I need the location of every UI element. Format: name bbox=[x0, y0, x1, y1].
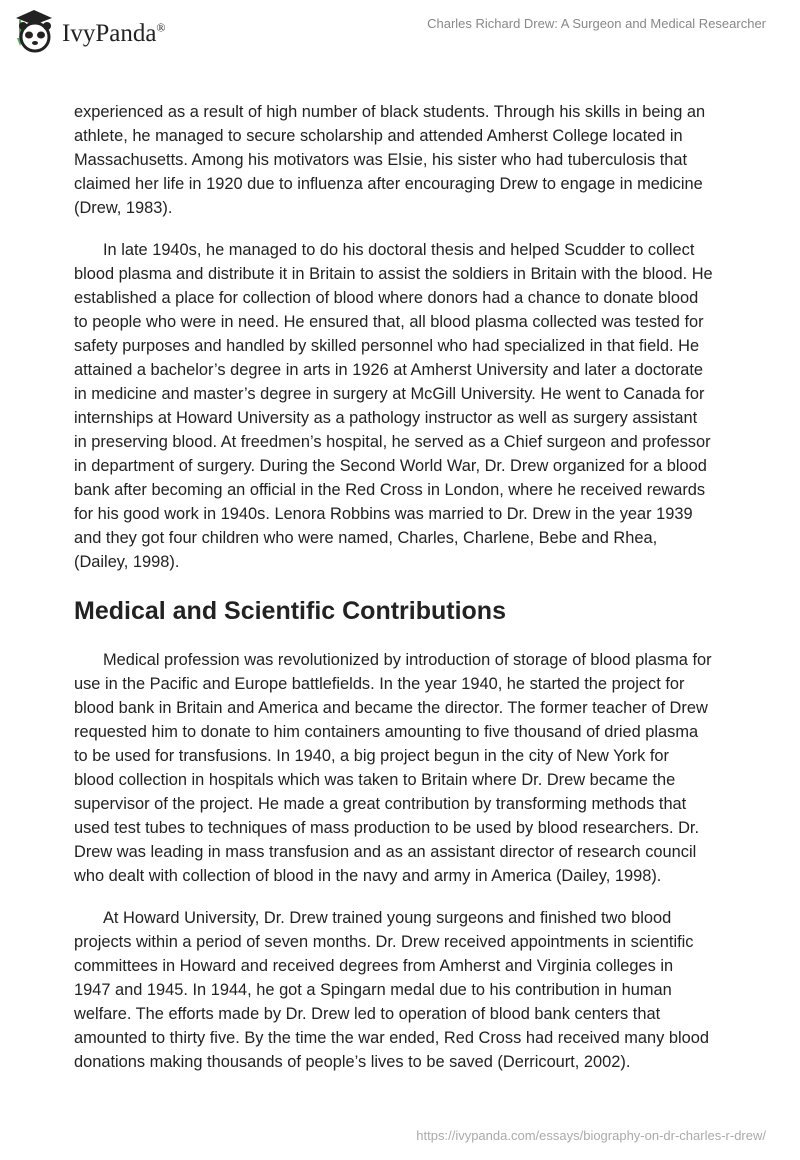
text-line: projects within a period of seven months. Dr. Drew received appointments in scientific bbox=[74, 933, 694, 951]
text-line: and they got four children who were named, Charles, Charlene, Bebe and Rhea, bbox=[74, 529, 658, 547]
text-line: blood bank in Britain and America and became the director. The former teacher of Drew bbox=[74, 699, 708, 717]
text-line: In late 1940s, he managed to do his doctoral thesis and helped Scudder to collect bbox=[103, 241, 695, 259]
text-line: in medicine and master’s degree in surgery at McGill University. He went to Canada for bbox=[74, 385, 705, 403]
text-line: safety purposes and handled by skilled personnel who had specialized in that field. He bbox=[74, 337, 700, 355]
text-line: in department of surgery. During the Second World War, Dr. Drew organized for a blood bbox=[74, 457, 707, 475]
brand-name: IvyPanda bbox=[62, 20, 157, 47]
text-line: (Drew, 1983). bbox=[74, 199, 173, 217]
text-line: amounted to thirty five. By the time the war ended, Red Cross had received many blood bbox=[74, 1029, 710, 1047]
document-title: Charles Richard Drew: A Surgeon and Medical Researcher bbox=[427, 16, 766, 31]
text-line: who dealt with collection of blood in the navy and army in America (Dailey, 1998). bbox=[74, 867, 662, 885]
essay-content bbox=[74, 100, 734, 1092]
text-line: Drew was leading in mass transfusion and as an assistant director of research council bbox=[74, 843, 697, 861]
text-line: established a place for collection of blood where donors had a chance to donate blood bbox=[74, 289, 699, 307]
text-line: welfare. The efforts made by Dr. Drew led to operation of blood bank centers that bbox=[74, 1005, 661, 1023]
registered-mark: ® bbox=[156, 20, 166, 35]
text-line: (Dailey, 1998). bbox=[74, 553, 180, 571]
paragraph bbox=[74, 238, 734, 574]
text-line: experienced as a result of high number of black students. Through his skills in being an bbox=[74, 103, 706, 121]
text-line: use in the Pacific and Europe battlefields. In the year 1940, he started the project for bbox=[74, 675, 685, 693]
text-line: for his good work in 1940s. Lenora Robbins was married to Dr. Drew in the year 1939 bbox=[74, 505, 693, 523]
text-line: athlete, he managed to secure scholarship and attended Amherst College located in bbox=[74, 127, 683, 145]
paragraph bbox=[74, 648, 734, 888]
text-line: Massachusetts. Among his motivators was Elsie, his sister who had tuberculosis that bbox=[74, 151, 688, 169]
text-line: to people who were in need. He ensured that, all blood plasma collected was tested for bbox=[74, 313, 704, 331]
text-line: attained a bachelor’s degree in arts in 1926 at Amherst University and later a doctorate bbox=[74, 361, 703, 379]
ivypanda-logo[interactable] bbox=[12, 8, 166, 54]
text-line: committees in Howard and received degrees from Amherst and Virginia colleges in bbox=[74, 957, 674, 975]
text-line: Medical profession was revolutionized by introduction of storage of blood plasma for bbox=[103, 651, 712, 669]
text-line: requested him to donate to him containers amounting to five thousand of dried plasma bbox=[74, 723, 699, 741]
text-line: bank after becoming an official in the Red Cross in London, where he received rewards bbox=[74, 481, 706, 499]
panda-logo-icon bbox=[12, 8, 56, 54]
source-url: https://ivypanda.com/essays/biography-on-dr-charles-r-drew/ bbox=[416, 1128, 766, 1143]
section-heading: Medical and Scientific Contributions bbox=[74, 597, 506, 625]
text-line: to be used for transfusions. In 1940, a big project begun in the city of New York for bbox=[74, 747, 669, 765]
text-line: blood plasma and distribute it in Britain to assist the soldiers in Britain with the blood. He bbox=[74, 265, 713, 283]
text-line: internships at Howard University as a pathology instructor as well as surgery assistant bbox=[74, 409, 698, 427]
text-line: claimed her life in 1920 due to influenza after encouraging Drew to engage in medicine bbox=[74, 175, 703, 193]
text-line: blood collection in hospitals which was taken to Britain where Dr. Drew became the bbox=[74, 771, 676, 789]
text-line: 1947 and 1945. In 1944, he got a Spingarn medal due to his contribution in human bbox=[74, 981, 672, 999]
text-line: At Howard University, Dr. Drew trained young surgeons and finished two blood bbox=[103, 909, 672, 927]
text-line: in preserving blood. At freedmen’s hospital, he served as a Chief surgeon and professor bbox=[74, 433, 711, 451]
paragraph bbox=[74, 906, 734, 1074]
text-line: donations making thousands of people’s lives to be saved (Derricourt, 2002). bbox=[74, 1053, 631, 1071]
paragraph bbox=[74, 100, 734, 220]
text-line: used test tubes to techniques of mass production to be used by blood researchers. Dr. bbox=[74, 819, 700, 837]
text-line: supervisor of the project. He made a great contribution by transforming methods that bbox=[74, 795, 687, 813]
page-header bbox=[0, 0, 800, 60]
